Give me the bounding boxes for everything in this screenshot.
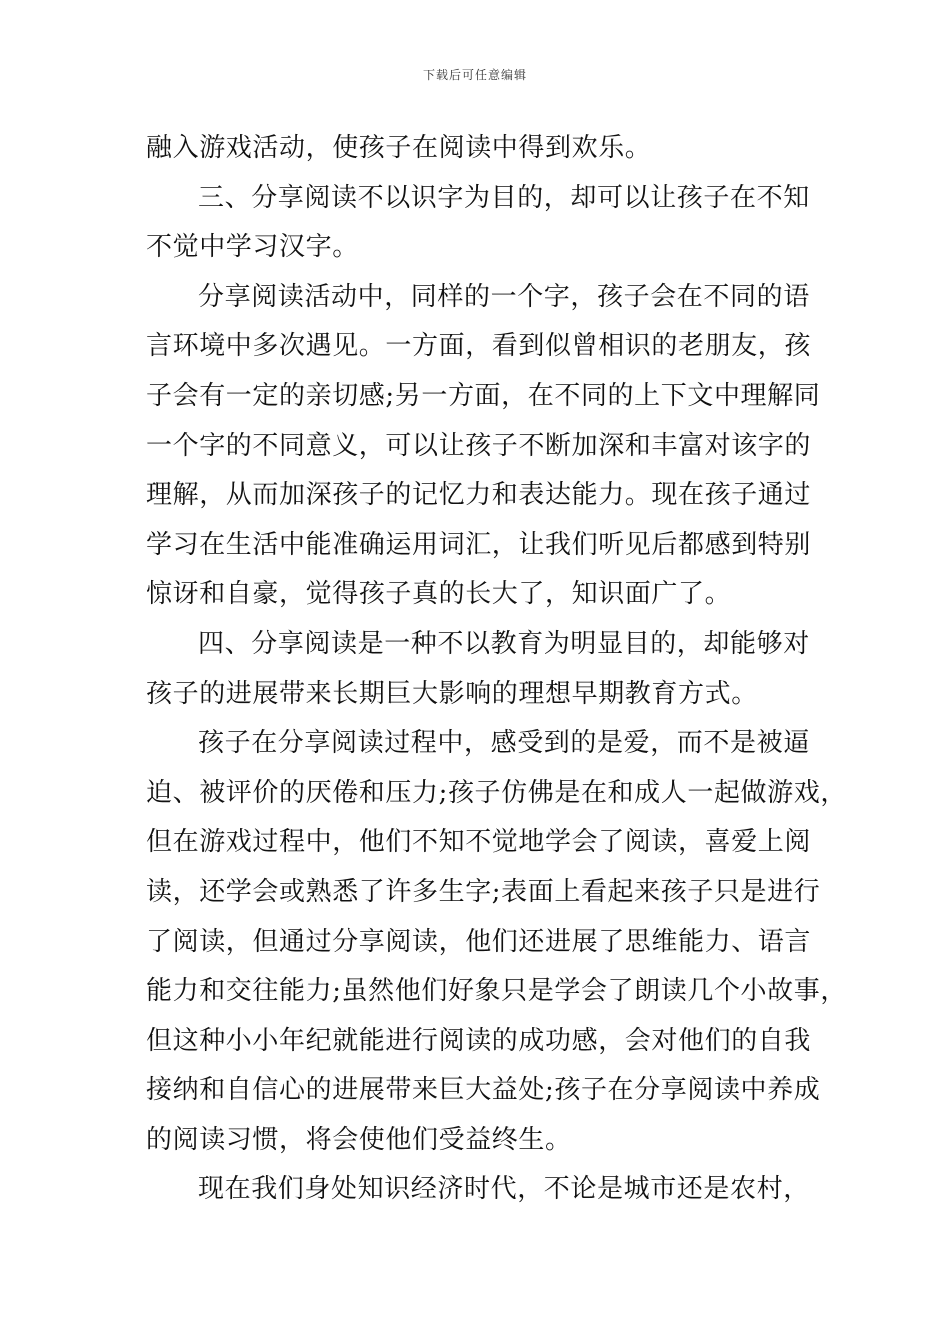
body-text bbox=[146, 124, 847, 1215]
paragraph-start-line: 四、分享阅读是一种不以教育为明显目的，却能够对 bbox=[198, 628, 810, 659]
text-line: 融入游戏活动，使孩子在阅读中得到欢乐。 bbox=[146, 133, 652, 163]
text-line: 孩子的进展带来长期巨大影响的理想早期教育方式。 bbox=[146, 678, 758, 709]
text-line: 但在游戏过程中，他们不知不觉地学会了阅读，喜爱上阅 bbox=[146, 827, 812, 858]
text-line: 但这种小小年纪就能进行阅读的成功感，会对他们的自我 bbox=[146, 1025, 812, 1056]
text-line: 子会有一定的亲切感;另一方面，在不同的上下文中理解同 bbox=[146, 380, 821, 411]
text-line: 接纳和自信心的进展带来巨大益处;孩子在分享阅读中养成 bbox=[146, 1075, 821, 1106]
paragraph-start-line: 三、分享阅读不以识字为目的，却可以让孩子在不知 bbox=[198, 182, 810, 213]
text-line: 不觉中学习汉字。 bbox=[146, 232, 359, 263]
text-line: 学习在生活中能准确运用词汇，让我们听见后都感到特别 bbox=[146, 529, 812, 560]
paragraph-start-line: 分享阅读活动中，同样的一个字，孩子会在不同的语 bbox=[198, 281, 810, 312]
text-line: 惊讶和自豪，觉得孩子真的长大了，知识面广了。 bbox=[146, 579, 732, 610]
paragraph-start-line: 孩子在分享阅读过程中，感受到的是爱，而不是被逼 bbox=[198, 728, 810, 759]
text-line: 一个字的不同意义，可以让孩子不断加深和丰富对该字的 bbox=[146, 430, 812, 461]
text-line: 迫、被评价的厌倦和压力;孩子仿佛是在和成人一起做游戏， bbox=[146, 777, 847, 808]
text-line: 理解，从而加深孩子的记忆力和表达能力。现在孩子通过 bbox=[146, 480, 812, 511]
header-note: 下载后可任意编辑 bbox=[422, 68, 527, 82]
text-line: 言环境中多次遇见。一方面，看到似曾相识的老朋友，孩 bbox=[146, 331, 812, 362]
text-line: 能力和交往能力;虽然他们好象只是学会了朗读几个小故事， bbox=[146, 976, 847, 1007]
text-line: 读，还学会或熟悉了许多生字;表面上看起来孩子只是进行 bbox=[146, 876, 821, 907]
text-line: 了阅读，但通过分享阅读，他们还进展了思维能力、语言 bbox=[146, 926, 812, 957]
paragraph-start-line: 现在我们身处知识经济时代，不论是城市还是农村， bbox=[198, 1174, 810, 1205]
text-line: 的阅读习惯，将会使他们受益终生。 bbox=[146, 1124, 572, 1155]
